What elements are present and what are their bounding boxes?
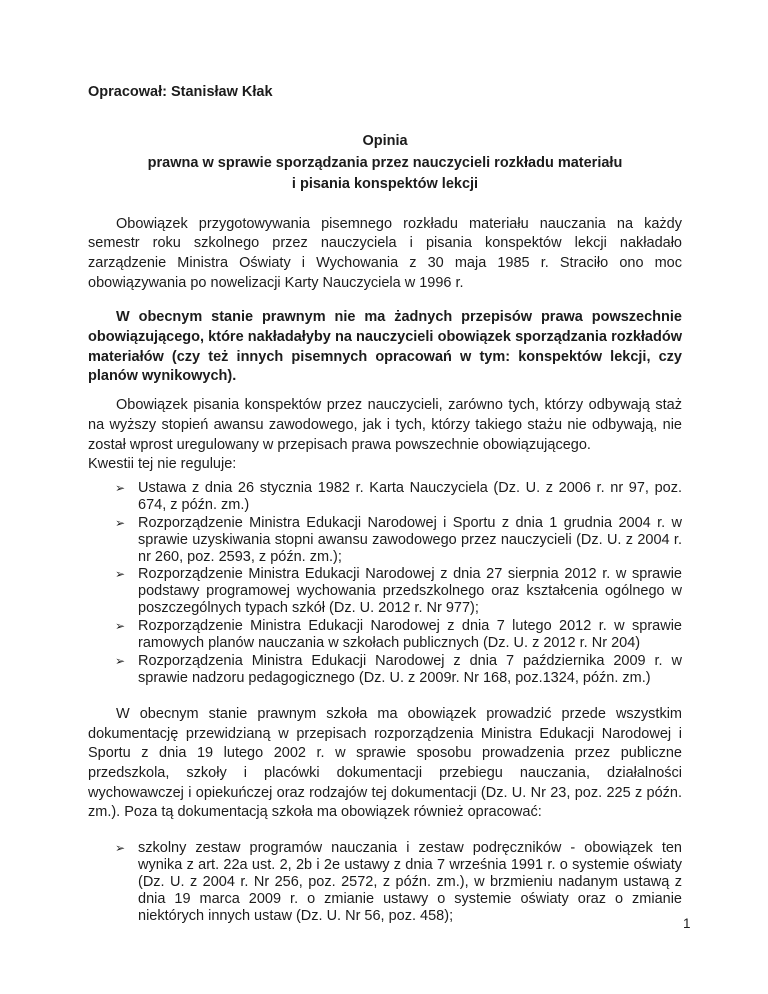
document-title — [88, 131, 682, 196]
list-item-text: szkolny zestaw programów nauczania i zestaw podręczników - obowiązek ten wynika z art. 22a ust. 2, 2b i 2e ustawy z dnia 7 września 1991 r. o systemie oświaty (Dz. U. z 2004 r. Nr 256, poz. 2572, z późn. zm.), w brzmieniu nadanym ustawą z dnia 19 marca 2009 r. o zmianie ustawy o systemie oświaty oraz o zmianie niektórych innych ustaw (Dz. U. Nr 56, poz. 458); — [138, 840, 682, 924]
list-item — [88, 653, 682, 687]
paragraph-konspekty: Obowiązek pisania konspektów przez nauczycieli, zarówno tych, którzy odbywają staż na wyższy stopień awansu zawodowego, jak i tych, którzy takiego stażu nie odbywają, nie został wprost uregulowany w przepisach prawa powszechnie obowiązującego. — [88, 397, 682, 453]
paragraph-history: Obowiązek przygotowywania pisemnego rozkładu materiału nauczania na każdy semestr roku szkolnego przez nauczyciela i pisania konspektów lekcji nakładało zarządzenie Ministra Oświaty i Wychowania z 30 maja 1985 r. Straciło ono moc obowiązywania po nowelizacji Karty Nauczyciela w 1996 r. — [88, 215, 682, 291]
author-line: Opracował: Stanisław Kłak — [88, 84, 273, 100]
list-item-text: Rozporządzenie Ministra Edukacji Narodowej i Sportu z dnia 1 grudnia 2004 r. w sprawie uzyskiwania stopni awansu zawodowego przez nauczycieli (Dz. U. z 2004 r. nr 260, poz. 2593, z późn. zm.); — [138, 514, 682, 565]
title-line-2: prawna w sprawie sporządzania przez nauczycieli rozkładu materiału — [147, 154, 623, 171]
list-item-text: Rozporządzenia Ministra Edukacji Narodowej z dnia 7 października 2009 r. w sprawie nadzoru pedagogicznego (Dz. U. z 2009r. Nr 168, poz.1324, późn. zm.) — [138, 653, 682, 686]
arrow-bullet-icon: ➢ — [115, 619, 126, 634]
document-content — [88, 82, 682, 926]
page-number: 1 — [683, 916, 691, 931]
arrow-bullet-icon: ➢ — [115, 480, 126, 495]
list-item — [88, 515, 682, 566]
list-item — [88, 840, 682, 925]
list-item — [88, 566, 682, 617]
list-item — [88, 480, 682, 514]
school-obligations-list — [88, 840, 682, 925]
arrow-bullet-icon: ➢ — [115, 567, 126, 582]
list-intro-line: Kwestii tej nie reguluje: — [88, 456, 237, 473]
paragraph-school-documentation: W obecnym stanie prawnym szkoła ma obowiązek prowadzić przede wszystkim dokumentację przewidzianą w przepisach rozporządzenia Ministra Edukacji Narodowej i Sportu z dnia 19 lutego 2002 r. w sprawie sposobu prowadzenia przez publiczne przedszkola, szkoły i placówki dokumentacji przebiegu nauczania, działalności wychowawczej i opiekuńczej oraz rodzajów tej dokumentacji (Dz. U. Nr 23, poz. 225 z późn. zm.). Poza tą dokumentacją szkoła ma obowiązek również opracować: — [88, 705, 682, 821]
list-item-text: Ustawa z dnia 26 stycznia 1982 r. Karta Nauczyciela (Dz. U. z 2006 r. nr 97, poz. 674, z późn. zm.) — [138, 479, 682, 513]
arrow-bullet-icon: ➢ — [115, 841, 126, 856]
arrow-bullet-icon: ➢ — [115, 515, 126, 530]
paragraph-legal-status-bold: W obecnym stanie prawnym nie ma żadnych przepisów prawa powszechnie obowiązującego, które nakładałyby na nauczycieli obowiązek sporządzania rozkładów materiałów (czy też innych pisemnych opracowań w tym: konspektów lekcji, czy planów wynikowych). — [88, 309, 682, 385]
title-line-3: i pisania konspektów lekcji — [291, 176, 479, 192]
legal-acts-list — [88, 480, 682, 687]
title-line-1: Opinia — [362, 133, 408, 149]
arrow-bullet-icon: ➢ — [115, 654, 126, 668]
list-item — [88, 618, 682, 652]
list-item-text: Rozporządzenie Ministra Edukacji Narodowej z dnia 27 sierpnia 2012 r. w sprawie podstawy programowej wychowania przedszkolnego oraz kształcenia ogólnego w poszczególnych typach szkół (Dz. U. 2012 r. Nr 977); — [138, 566, 682, 617]
list-item-text: Rozporządzenie Ministra Edukacji Narodowej z dnia 7 lutego 2012 r. w sprawie ramowych planów nauczania w szkołach publicznych (Dz. U. z 2012 r. Nr 204) — [138, 618, 682, 652]
